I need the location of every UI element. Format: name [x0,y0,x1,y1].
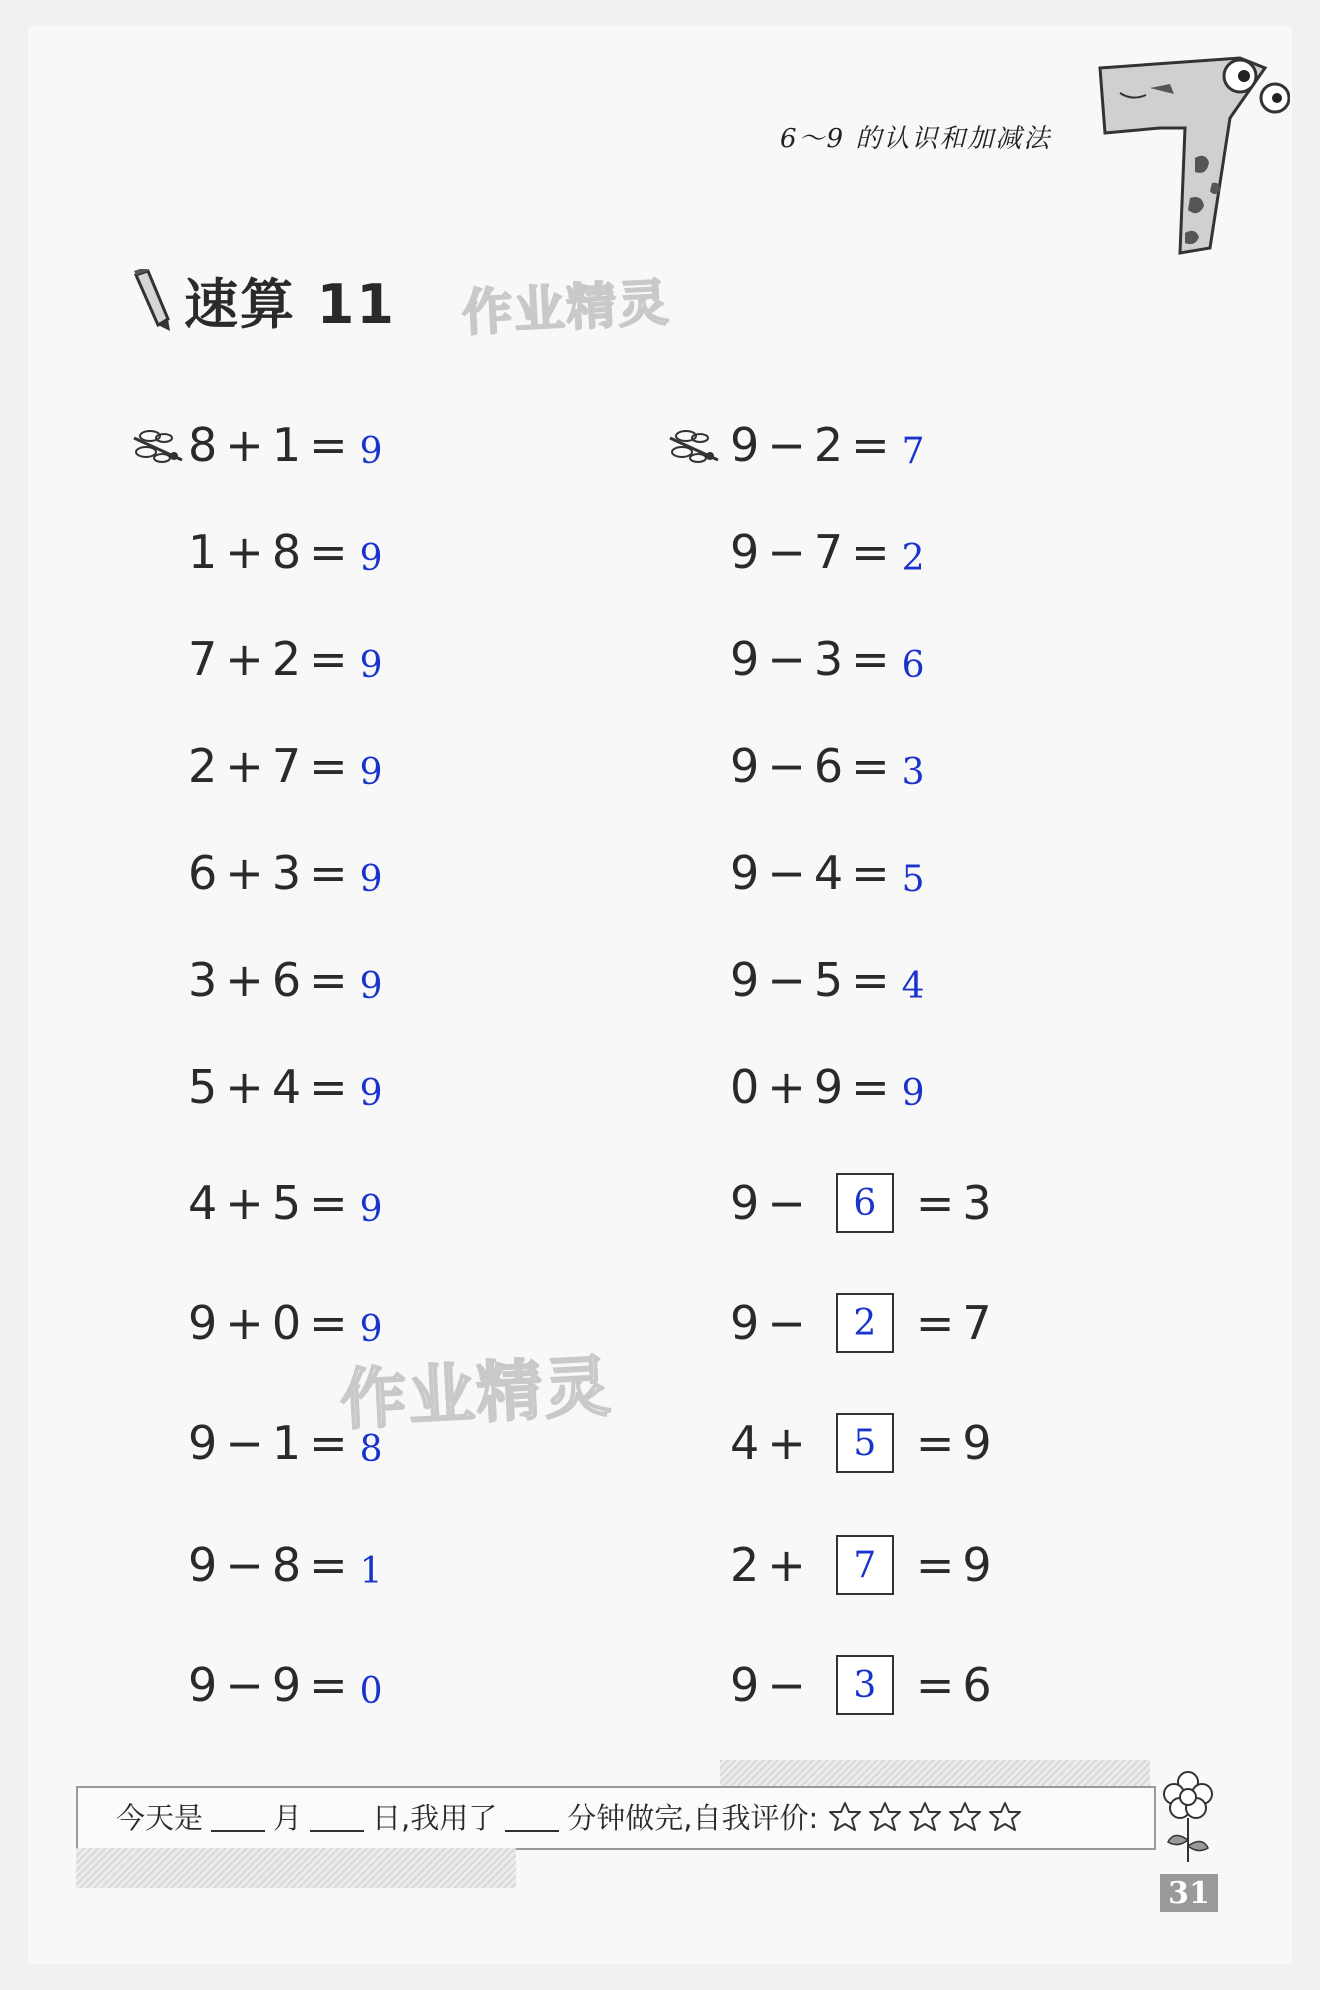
problem-row: 1 + 8 = 9 [188,525,383,579]
minutes-label: 分钟做完,自我评价: [567,1801,819,1835]
self-rating-stars [826,1800,1026,1834]
chapter-subtitle: 6～9 的认识和加减法 [780,124,1052,154]
problem-row: 9 − 9 = 0 [188,1658,383,1712]
answer-text: 9 [901,1072,925,1114]
problem-row: 6 + 3 = 9 [188,846,383,900]
watermark-middle: 作业精灵 [338,1347,615,1440]
answer-text: 9 [359,1072,383,1114]
footer-decoration [76,1848,516,1888]
answer-text: 5 [901,858,925,900]
answer-text: 7 [901,430,925,472]
problem-row: 0 + 9 = 9 [730,1060,925,1114]
flower-icon [1156,1766,1220,1866]
answer-text: 1 [359,1550,383,1592]
problem-row: 5 + 4 = 9 [188,1060,383,1114]
dragonfly-icon [128,424,186,474]
day-blank[interactable] [310,1802,364,1832]
watermark-top: 作业精灵 [460,273,672,343]
answer-text: 6 [901,644,925,686]
minutes-blank[interactable] [505,1802,559,1832]
answer-box[interactable]: 5 [836,1413,894,1473]
today-label: 今天是 [116,1801,204,1835]
box-problem-row: 4 + 5 = 9 [730,1398,992,1488]
month-label: 月 [273,1801,303,1835]
answer-text: 9 [359,537,383,579]
box-problem-row: 9 − 2 = 7 [730,1278,992,1368]
problem-row: 4 + 5 = 9 [188,1176,383,1230]
answer-text: 9 [359,430,383,472]
star-outline-icon[interactable] [906,1800,944,1834]
problem-row: 2 + 7 = 9 [188,739,383,793]
box-problem-row: 9 − 3 = 6 [730,1640,992,1730]
answer-text: 0 [359,1670,383,1712]
answer-box[interactable]: 2 [836,1293,894,1353]
problem-row: 7 + 2 = 9 [188,632,383,686]
dragonfly-icon [664,424,722,474]
box-problem-row: 9 − 6 = 3 [730,1158,992,1248]
problem-row: 3 + 6 = 9 [188,953,383,1007]
star-outline-icon[interactable] [826,1800,864,1834]
problem-row: 9 − 1 = 8 [188,1416,383,1470]
month-blank[interactable] [211,1802,265,1832]
problem-row: 9 − 7 = 2 [730,525,925,579]
answer-text: 8 [359,1428,383,1470]
star-outline-icon[interactable] [946,1800,984,1834]
day-label: 日,我用了 [372,1801,498,1835]
problem-row: 9 − 2 = 7 [730,418,925,472]
problem-row: 9 + 0 = 9 [188,1296,383,1350]
answer-box[interactable]: 6 [836,1173,894,1233]
answer-text: 4 [901,965,925,1007]
answer-text: 9 [359,858,383,900]
answer-text: 9 [359,965,383,1007]
answer-text: 2 [901,537,925,579]
answer-text: 9 [359,1308,383,1350]
problem-row: 8 + 1 = 9 [188,418,383,472]
box-problem-row: 2 + 7 = 9 [730,1520,992,1610]
answer-text: 3 [901,751,925,793]
problem-row: 9 − 8 = 1 [188,1538,383,1592]
answer-text: 9 [359,751,383,793]
exercise-title-block [128,262,396,339]
exercise-title: 速算 11 [184,273,396,336]
answer-text: 9 [359,644,383,686]
star-outline-icon[interactable] [986,1800,1024,1834]
problem-row: 9 − 4 = 5 [730,846,925,900]
page-number: 31 [1160,1874,1218,1912]
problem-row: 9 − 3 = 6 [730,632,925,686]
problem-row: 9 − 5 = 4 [730,953,925,1007]
answer-box[interactable]: 3 [836,1655,894,1715]
answer-box[interactable]: 7 [836,1535,894,1595]
star-outline-icon[interactable] [866,1800,904,1834]
pencil-icon [128,269,174,333]
problem-row: 9 − 6 = 3 [730,739,925,793]
self-evaluation-text [116,1796,1026,1837]
giraffe-number-seven-icon [1090,48,1290,258]
answer-text: 9 [359,1188,383,1230]
footer-decoration [720,1760,1150,1786]
